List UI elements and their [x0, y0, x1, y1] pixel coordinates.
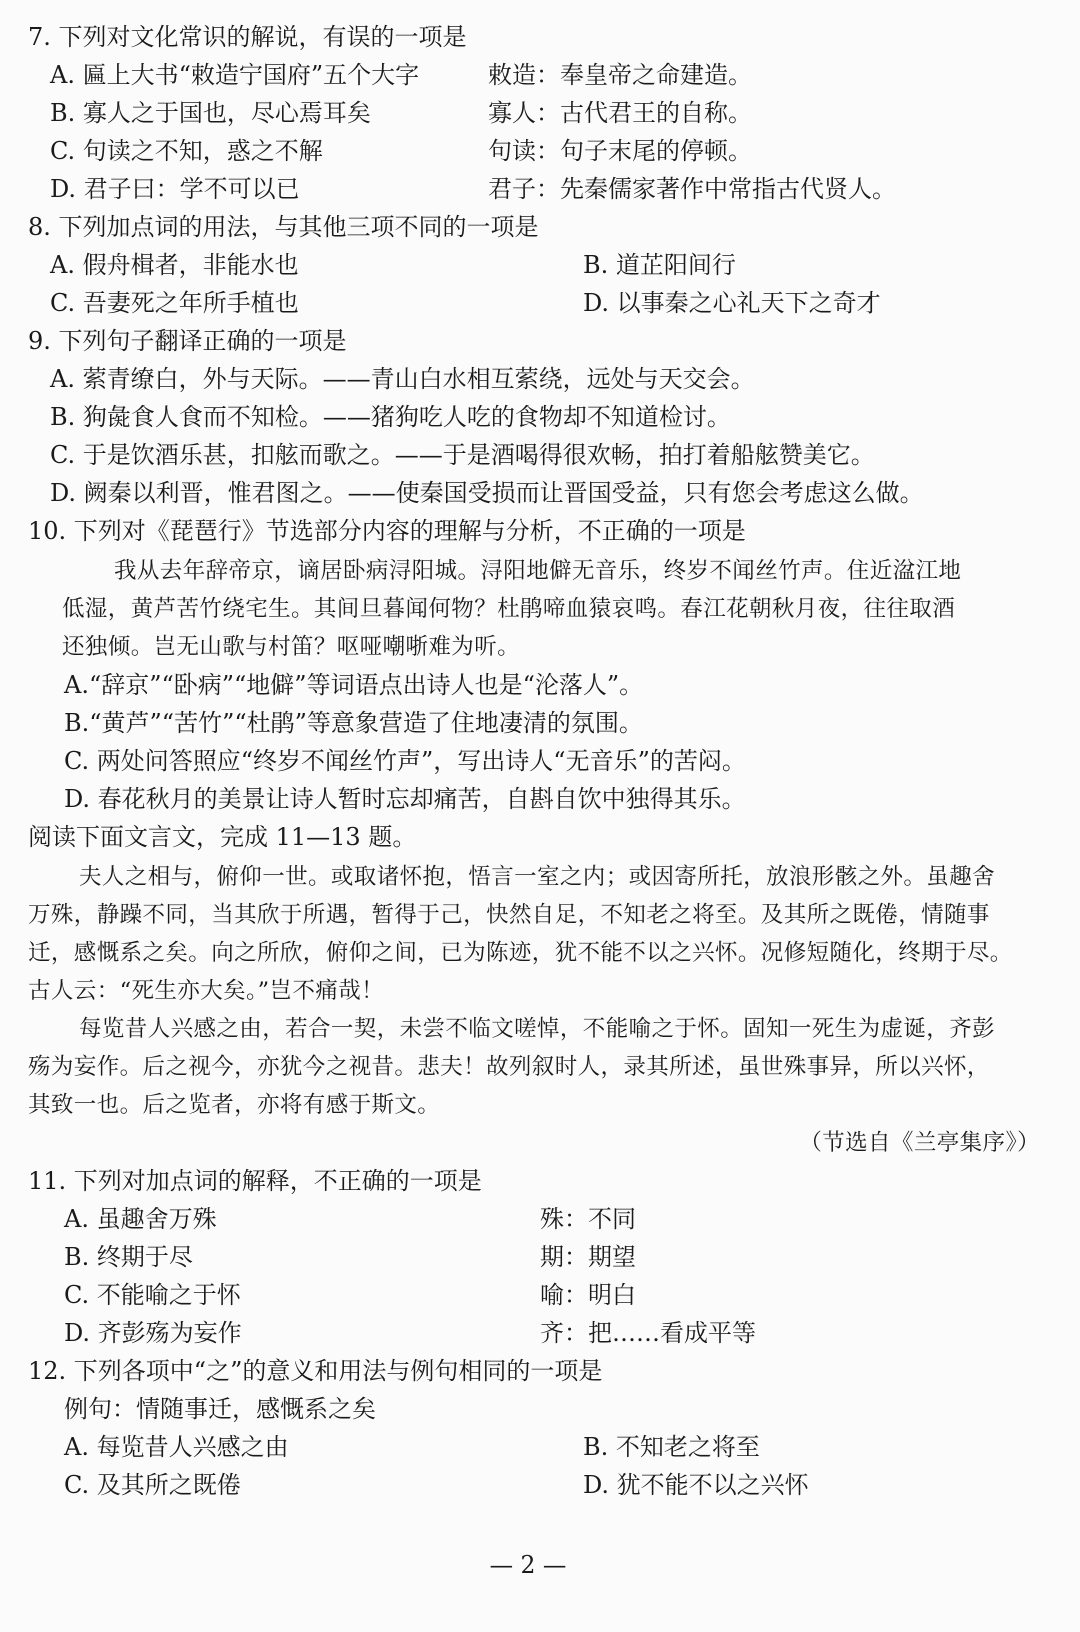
poem-passage-line: 我从去年辞帝京，谪居卧病浔阳城。浔阳地僻无音乐，终岁不闻丝竹声。住近湓江地: [114, 558, 962, 584]
q10-option-b: B.“黄芦”“苦竹”“杜鹃”等意象营造了住地凄清的氛围。: [64, 709, 643, 737]
q11-option-c: C. 不能喻之于怀: [64, 1281, 241, 1309]
q7-option-b-note: 寡人：古代君王的自称。: [488, 99, 752, 127]
q11-option-c-note: 喻：明白: [540, 1281, 636, 1309]
page-number: — 2 —: [489, 1551, 567, 1579]
q8-option-a: A. 假舟楫者，非能水也: [50, 251, 299, 279]
question-7-stem: 7. 下列对文化常识的解说，有误的一项是: [28, 23, 467, 51]
q8-option-c: C. 吾妻死之年所手植也: [50, 289, 299, 317]
classical-passage-line: 迁，感慨系之矣。向之所欣，俯仰之间，已为陈迹，犹不能不以之兴怀。况修短随化，终期于尽。: [28, 940, 1013, 966]
q7-option-a-note: 敕造：奉皇帝之命建造。: [488, 61, 752, 89]
classical-passage-line: 殇为妄作。后之视今，亦犹今之视昔。悲夫！故列叙时人，录其所述，虽世殊事异，所以兴怀，: [28, 1054, 990, 1080]
q9-option-c: C. 于是饮酒乐甚，扣舷而歌之。——于是酒喝得很欢畅，拍打着船舷赞美它。: [50, 441, 875, 469]
q9-option-d: D. 阙秦以利晋，惟君图之。——使秦国受损而让晋国受益，只有您会考虑这么做。: [50, 479, 924, 507]
question-10-stem: 10. 下列对《琵琶行》节选部分内容的理解与分析，不正确的一项是: [28, 517, 746, 545]
q7-option-c: C. 句读之不知，惑之不解: [50, 137, 323, 165]
q11-option-d: D. 齐彭殇为妄作: [64, 1319, 242, 1347]
passage-source: （节选自《兰亭集序》）: [799, 1130, 1040, 1156]
q10-option-a: A.“辞京”“卧病”“地僻”等词语点出诗人也是“沦落人”。: [64, 671, 644, 699]
q11-option-a-note: 殊：不同: [540, 1205, 636, 1233]
classical-passage-line: 夫人之相与，俯仰一世。或取诸怀抱，悟言一室之内；或因寄所托，放浪形骸之外。虽趣舍: [79, 864, 996, 890]
q11-option-b-note: 期：期望: [540, 1243, 636, 1271]
q12-example: 例句：情随事迁，感慨系之矣: [64, 1395, 376, 1423]
q8-option-b: B. 道芷阳间行: [583, 251, 736, 279]
q10-option-c: C. 两处问答照应“终岁不闻丝竹声”，写出诗人“无音乐”的苦闷。: [64, 747, 746, 775]
classical-passage-line: 万殊，静躁不同，当其欣于所遇，暂得于己，快然自足，不知老之将至。及其所之既倦，情随事: [28, 902, 990, 928]
q10-option-d: D. 春花秋月的美景让诗人暂时忘却痛苦，自斟自饮中独得其乐。: [64, 785, 746, 813]
q7-option-c-note: 句读：句子末尾的停顿。: [488, 137, 752, 165]
q9-option-b: B. 狗彘食人食而不知检。——猪狗吃人吃的食物却不知道检讨。: [50, 403, 731, 431]
classical-passage-line: 其致一也。后之览者，亦将有感于斯文。: [28, 1092, 441, 1118]
reading-intro: 阅读下面文言文，完成 11—13 题。: [28, 823, 417, 851]
q11-option-b: B. 终期于尽: [64, 1243, 193, 1271]
q7-option-d: D. 君子曰：学不可以已: [50, 175, 300, 203]
question-9-stem: 9. 下列句子翻译正确的一项是: [28, 327, 347, 355]
q12-option-b: B. 不知老之将至: [583, 1433, 760, 1461]
classical-passage-line: 古人云：“死生亦大矣。”岂不痛哉！: [28, 978, 385, 1004]
poem-passage-line: 低湿，黄芦苦竹绕宅生。其间旦暮闻何物？杜鹃啼血猿哀鸣。春江花朝秋月夜，往往取酒: [62, 596, 956, 622]
q7-option-d-note: 君子：先秦儒家著作中常指古代贤人。: [488, 175, 896, 203]
question-11-stem: 11. 下列对加点词的解释，不正确的一项是: [28, 1167, 482, 1195]
q7-option-b: B. 寡人之于国也，尽心焉耳矣: [50, 99, 371, 127]
question-12-stem: 12. 下列各项中“之”的意义和用法与例句相同的一项是: [28, 1357, 603, 1385]
q11-option-a: A. 虽趣舍万殊: [64, 1205, 217, 1233]
q12-option-a: A. 每览昔人兴感之由: [64, 1433, 289, 1461]
q9-option-a: A. 萦青缭白，外与天际。——青山白水相互萦绕，远处与天交会。: [50, 365, 755, 393]
classical-passage-line: 每览昔人兴感之由，若合一契，未尝不临文嗟悼，不能喻之于怀。固知一死生为虚诞，齐彭: [79, 1016, 996, 1042]
question-8-stem: 8. 下列加点词的用法，与其他三项不同的一项是: [28, 213, 539, 241]
q12-option-d: D. 犹不能不以之兴怀: [583, 1471, 809, 1499]
poem-passage-line: 还独倾。岂无山歌与村笛？呕哑嘲哳难为听。: [62, 634, 521, 660]
q7-option-a: A. 匾上大书“敕造宁国府”五个大字: [50, 61, 420, 89]
q8-option-d: D. 以事秦之心礼天下之奇才: [583, 289, 881, 317]
q11-option-d-note: 齐：把……看成平等: [540, 1319, 756, 1347]
q12-option-c: C. 及其所之既倦: [64, 1471, 241, 1499]
